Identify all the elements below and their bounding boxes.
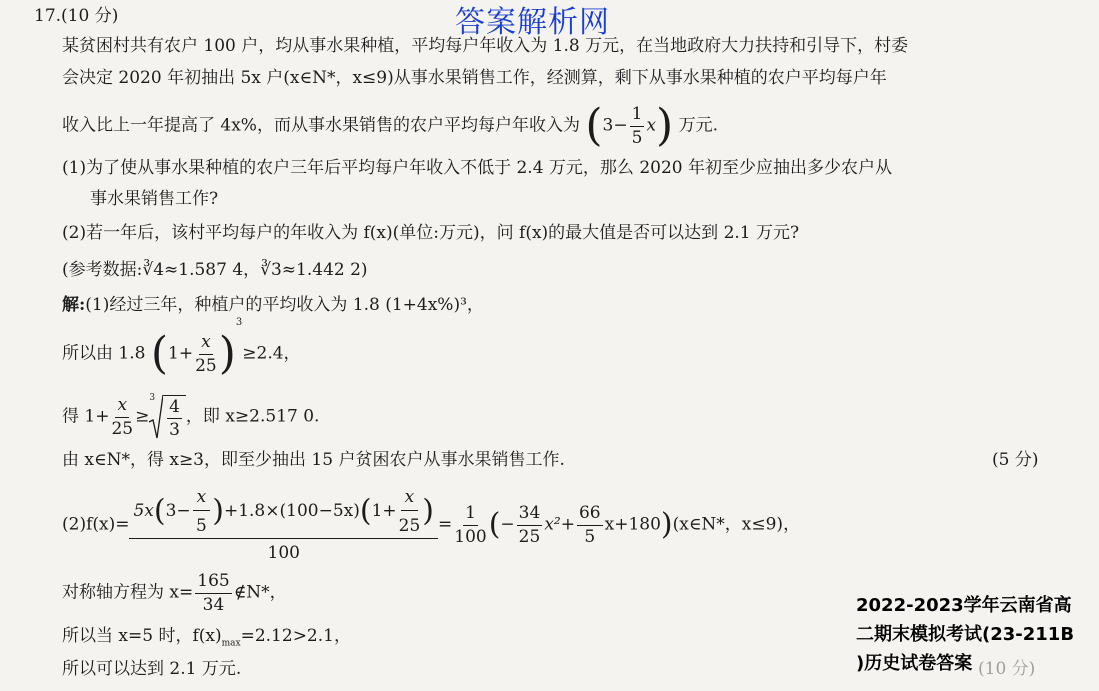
score-5: (5 分) — [992, 450, 1039, 470]
solution-line-7 — [62, 628, 351, 648]
root-index: 3 — [149, 393, 156, 403]
solution-2-inner: 1+ — [168, 343, 194, 364]
solution-label: 解: — [62, 295, 86, 315]
stem-fraction: $\frac{1}{5}$ — [631, 103, 643, 148]
fx-label: (2)f(x)= — [62, 514, 130, 535]
stamp-line-1: 2022-2023学年云南省高 — [856, 595, 1072, 616]
solution-line-4: 由 x∈N*，得 x≥3，即至少抽出 15 户贫困农户从事水果销售工作. — [62, 450, 565, 470]
stamp-line-3: )历史试卷答案 — [856, 653, 973, 674]
axis-text-b: ∉N*， — [233, 582, 287, 603]
solution-2-exponent: 3 — [235, 317, 243, 328]
reference-data: (参考数据:∛4≈1.587 4，∛3≈1.442 2) — [62, 260, 368, 280]
root-num: 4 — [167, 398, 182, 420]
solution-line-5: (2)f(x)= 5x(3− $\frac{x}{5}$ )+1.8×(100−5x)(1+ $\frac{x}{25}$ ) 100 = $\frac{1}{100}$ (− $\frac{34}{25}$ x²+ $\frac{66}{5}$ x+180)(x∈N*，x≤9)， — [62, 487, 801, 564]
question-1-line-2: 事水果销售工作? — [90, 189, 219, 209]
fx-coefficient: $\frac{1}{100}$ — [454, 503, 487, 547]
fx-term-2: $\frac{66}{5}$ — [578, 503, 601, 547]
solution-text-1: (1)经过三年，种植户的平均收入为 1.8 (1+4x%)³， — [85, 295, 484, 315]
solution-line-2: 所以由 1.8 (1+ $\frac{x}{25}$ )$^3$≥2.4， — [62, 317, 301, 379]
solution-2-text-b: ≥2.4， — [242, 343, 301, 364]
fx-condition: (x∈N*，x≤9)， — [672, 514, 801, 535]
root-den: 3 — [169, 420, 180, 441]
solution-line-1 — [62, 297, 484, 314]
max-text-b: =2.12>2.1， — [240, 626, 351, 646]
axis-fraction: $\frac{165}{34}$ — [197, 571, 230, 615]
solution-line-3 — [62, 394, 319, 440]
solution-2-fraction: $\frac{x}{25}$ — [195, 331, 217, 376]
fx-x-squared: x²+ — [544, 514, 575, 535]
source-stamp — [856, 591, 1096, 678]
fx-equals: = — [438, 514, 453, 535]
max-subscript: max — [221, 638, 241, 649]
problem-header: 17.(10 分) — [34, 6, 119, 26]
solution-3-fraction: $\frac{x}{25}$ — [111, 394, 134, 439]
solution-3-ge: ≥ — [135, 406, 150, 427]
fx-tail: x+180 — [604, 514, 661, 535]
solution-3-text-a: 得 1+ — [62, 406, 110, 427]
solution-line-6 — [62, 572, 287, 614]
axis-text-a: 对称轴方程为 x= — [62, 582, 194, 603]
problem-stem-line-1: 某贫困村共有农户 100 户，均从事水果种植，平均每户年收入为 1.8 万元，在当地政府大力扶持和引导下，村委 — [62, 36, 909, 56]
question-2: (2)若一年后，该村平均每户的年收入为 f(x)(单位:万元)，问 f(x)的最大值是否可以达到 2.1 万元? — [62, 223, 800, 243]
max-text-a: 所以当 x=5 时，f(x) — [62, 626, 222, 646]
fx-big-fraction: 5x(3− $\frac{x}{5}$ )+1.8×(100−5x)(1+ $\frac{x}{25}$ ) 100 — [129, 488, 438, 562]
solution-3-text-b: ，即 x≥2.517 0. — [185, 406, 320, 427]
watermark: 答案解析网 — [455, 5, 610, 40]
problem-stem-line-3: 收入比上一年提高了 4x%，而从事水果销售的农户平均每户年收入为 (3− $\frac{1}{5}$ x) 万元. — [62, 100, 719, 151]
solution-line-8: 所以可以达到 2.1 万元. — [62, 659, 242, 679]
stem-expr-b: x — [646, 115, 657, 136]
stem-expr-a: 3− — [602, 115, 628, 136]
solution-2-text-a: 所以由 1.8 — [62, 343, 146, 364]
problem-stem-line-2: 会决定 2020 年初抽出 5x 户(x∈N*，x≤9)从事水果销售工作，经测算，剩下从事水果种植的农户平均每户年 — [62, 68, 887, 88]
fx-term-1: $\frac{34}{25}$ — [518, 503, 541, 547]
question-1-line-1: (1)为了使从事水果种植的农户三年后平均每户年收入不低于 2.4 万元，那么 2020 年初至少应抽出多少农户从 — [62, 158, 892, 178]
stem-text-b: 万元. — [678, 115, 719, 136]
stamp-line-2: 二期末模拟考试(23-211B — [856, 624, 1075, 645]
cube-root — [149, 394, 186, 440]
stem-text-a: 收入比上一年提高了 4x%，而从事水果销售的农户平均每户年收入为 — [62, 115, 580, 136]
